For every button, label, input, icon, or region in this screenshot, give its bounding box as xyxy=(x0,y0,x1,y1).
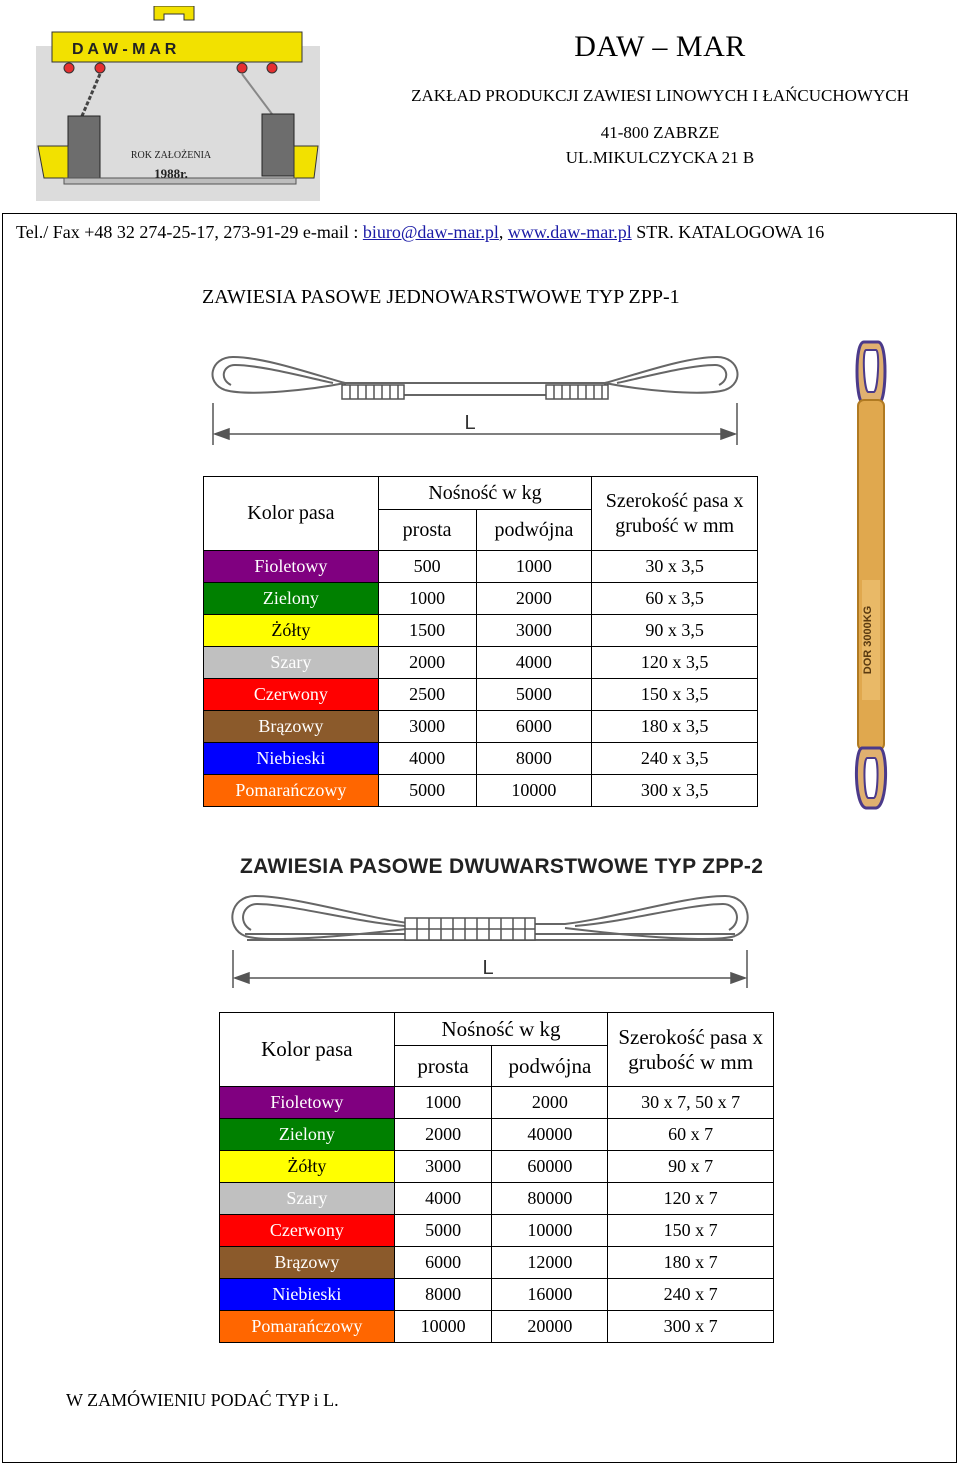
single-layer-sling-diagram xyxy=(205,345,745,450)
logo-founded-line2: 1988r. xyxy=(154,166,188,181)
table-row xyxy=(220,1087,774,1119)
table-row xyxy=(204,583,758,615)
size-cell: 30 x 3,5 xyxy=(592,551,758,583)
capacity-single-cell: 5000 xyxy=(394,1215,492,1247)
table-row xyxy=(220,1247,774,1279)
size-cell: 180 x 3,5 xyxy=(592,711,758,743)
table-row xyxy=(204,679,758,711)
header-capacity: Nośność w kg xyxy=(378,477,592,510)
capacity-double-cell: 10000 xyxy=(476,775,592,807)
capacity-double-cell: 16000 xyxy=(492,1279,608,1311)
company-logo xyxy=(34,6,324,206)
table-row xyxy=(220,1183,774,1215)
company-name: DAW – MAR xyxy=(574,30,746,63)
header-capacity: Nośność w kg xyxy=(394,1013,608,1046)
table-row xyxy=(204,743,758,775)
company-street: UL.MIKULCZYCKA 21 B xyxy=(565,148,755,167)
table-row xyxy=(220,1311,774,1343)
capacity-double-cell: 2000 xyxy=(476,583,592,615)
capacity-double-cell: 1000 xyxy=(476,551,592,583)
contact-separator: , xyxy=(498,222,508,242)
logo-founded-line1: ROK ZAŁOŻENIA xyxy=(130,150,212,161)
table-row xyxy=(220,1215,774,1247)
website-link[interactable]: www.daw-mar.pl xyxy=(507,222,632,242)
order-note: W ZAMÓWIENIU PODAĆ TYP i L. xyxy=(66,1390,339,1410)
size-cell: 60 x 7 xyxy=(608,1119,774,1151)
size-cell: 300 x 7 xyxy=(608,1311,774,1343)
contact-phone: Tel./ Fax +48 32 274-25-17, 273-91-29 e-mail : xyxy=(16,222,363,242)
table-row xyxy=(204,647,758,679)
color-cell: Pomarańczowy xyxy=(204,775,379,807)
capacity-single-cell: 2500 xyxy=(378,679,476,711)
size-cell: 90 x 3,5 xyxy=(592,615,758,647)
color-cell: Czerwony xyxy=(204,679,379,711)
color-cell: Fioletowy xyxy=(220,1087,395,1119)
color-cell: Czerwony xyxy=(220,1215,395,1247)
table-row xyxy=(204,711,758,743)
double-layer-sling-diagram xyxy=(225,888,755,993)
capacity-single-cell: 6000 xyxy=(394,1247,492,1279)
table-row xyxy=(204,775,758,807)
capacity-double-cell: 20000 xyxy=(492,1311,608,1343)
capacity-single-cell: 2000 xyxy=(394,1119,492,1151)
table-row xyxy=(220,1279,774,1311)
capacity-double-cell: 12000 xyxy=(492,1247,608,1279)
capacity-double-cell: 10000 xyxy=(492,1215,608,1247)
capacity-double-cell: 6000 xyxy=(476,711,592,743)
size-cell: 180 x 7 xyxy=(608,1247,774,1279)
capacity-double-cell: 2000 xyxy=(492,1087,608,1119)
size-cell: 90 x 7 xyxy=(608,1151,774,1183)
color-cell: Żółty xyxy=(204,615,379,647)
header-single: prosta xyxy=(394,1046,492,1087)
capacity-single-cell: 1000 xyxy=(378,583,476,615)
capacity-double-cell: 80000 xyxy=(492,1183,608,1215)
header-single: prosta xyxy=(378,510,476,551)
size-cell: 300 x 3,5 xyxy=(592,775,758,807)
header-color: Kolor pasa xyxy=(220,1013,395,1087)
capacity-double-cell: 3000 xyxy=(476,615,592,647)
section1-title: ZAWIESIA PASOWE JEDNOWARSTWOWE TYP ZPP-1 xyxy=(202,286,680,308)
color-cell: Niebieski xyxy=(204,743,379,775)
company-subtitle: ZAKŁAD PRODUKCJI ZAWIESI LINOWYCH I ŁAŃCUCHOWYCH xyxy=(411,86,909,105)
email-link[interactable]: biuro@daw-mar.pl xyxy=(362,222,499,242)
table-zpp2 xyxy=(219,1012,774,1343)
capacity-single-cell: 5000 xyxy=(378,775,476,807)
capacity-single-cell: 4000 xyxy=(394,1183,492,1215)
color-cell: Fioletowy xyxy=(204,551,379,583)
color-cell: Szary xyxy=(204,647,379,679)
header-width: Szerokość pasa x grubość w mm xyxy=(592,477,758,551)
color-cell: Brązowy xyxy=(204,711,379,743)
size-cell: 60 x 3,5 xyxy=(592,583,758,615)
diagram2-length-label: L xyxy=(482,957,494,979)
table-zpp1 xyxy=(203,476,758,807)
size-cell: 120 x 7 xyxy=(608,1183,774,1215)
color-cell: Szary xyxy=(220,1183,395,1215)
capacity-double-cell: 5000 xyxy=(476,679,592,711)
catalog-page: STR. KATALOGOWA 16 xyxy=(631,222,825,242)
table-row xyxy=(220,1151,774,1183)
logo-brand-text: D A W - M A R xyxy=(72,41,177,58)
size-cell: 30 x 7, 50 x 7 xyxy=(608,1087,774,1119)
size-cell: 150 x 7 xyxy=(608,1215,774,1247)
table-row xyxy=(204,551,758,583)
header-color: Kolor pasa xyxy=(204,477,379,551)
color-cell: Pomarańczowy xyxy=(220,1311,395,1343)
size-cell: 150 x 3,5 xyxy=(592,679,758,711)
capacity-single-cell: 2000 xyxy=(378,647,476,679)
size-cell: 120 x 3,5 xyxy=(592,647,758,679)
capacity-single-cell: 4000 xyxy=(378,743,476,775)
size-cell: 240 x 3,5 xyxy=(592,743,758,775)
capacity-double-cell: 8000 xyxy=(476,743,592,775)
section2-title: ZAWIESIA PASOWE DWUWARSTWOWE TYP ZPP-2 xyxy=(240,855,764,873)
company-header xyxy=(370,30,950,170)
color-cell: Brązowy xyxy=(220,1247,395,1279)
diagram1-length-label: L xyxy=(464,412,476,434)
capacity-double-cell: 40000 xyxy=(492,1119,608,1151)
capacity-single-cell: 3000 xyxy=(378,711,476,743)
size-cell: 240 x 7 xyxy=(608,1279,774,1311)
capacity-single-cell: 500 xyxy=(378,551,476,583)
capacity-single-cell: 3000 xyxy=(394,1151,492,1183)
table-row xyxy=(204,615,758,647)
table-row xyxy=(220,1119,774,1151)
header-double: podwójna xyxy=(492,1046,608,1087)
sling-photo xyxy=(848,340,894,810)
color-cell: Niebieski xyxy=(220,1279,395,1311)
capacity-double-cell: 60000 xyxy=(492,1151,608,1183)
contact-line xyxy=(16,222,824,243)
capacity-single-cell: 1000 xyxy=(394,1087,492,1119)
capacity-single-cell: 10000 xyxy=(394,1311,492,1343)
header-width: Szerokość pasa x grubość w mm xyxy=(608,1013,774,1087)
header-double: podwójna xyxy=(476,510,592,551)
company-city: 41-800 ZABRZE xyxy=(600,123,720,142)
color-cell: Żółty xyxy=(220,1151,395,1183)
color-cell: Zielony xyxy=(204,583,379,615)
color-cell: Zielony xyxy=(220,1119,395,1151)
capacity-single-cell: 1500 xyxy=(378,615,476,647)
sling-photo-label: DOR 3000KG xyxy=(862,605,874,675)
capacity-double-cell: 4000 xyxy=(476,647,592,679)
capacity-single-cell: 8000 xyxy=(394,1279,492,1311)
